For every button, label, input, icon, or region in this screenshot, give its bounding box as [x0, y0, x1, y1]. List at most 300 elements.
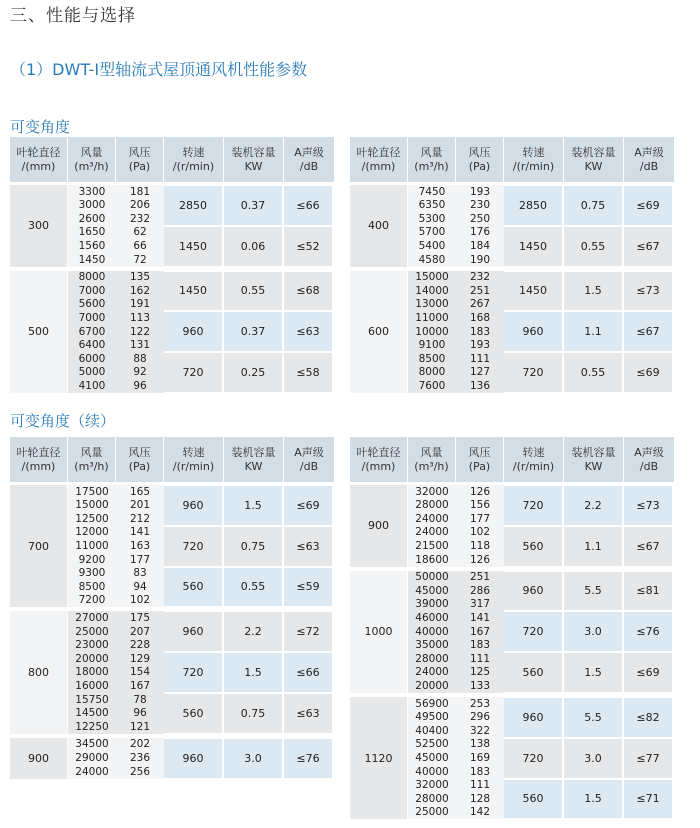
airflow-value: 12000 — [75, 526, 109, 539]
pressure-value: 206 — [129, 199, 151, 212]
airflow-value: 15000 — [415, 271, 449, 284]
header-diameter — [10, 437, 68, 482]
power-cell: 0.55 — [224, 568, 282, 607]
airflow-value: 9100 — [418, 339, 446, 352]
header-pressure-line: 风压 — [128, 445, 151, 459]
header-noise — [284, 137, 334, 182]
header-power-line: KW — [584, 159, 603, 173]
airflow-value: 5000 — [78, 366, 106, 379]
pressure-value: 126 — [469, 553, 491, 566]
noise-cell: ≤68 — [284, 272, 332, 311]
table-body — [10, 485, 334, 783]
pressure-value: 167 — [469, 625, 491, 638]
airflow-value: 39000 — [415, 598, 449, 611]
header-airflow-line: (m³/h) — [414, 459, 449, 473]
header-power-line: KW — [244, 459, 263, 473]
noise-cell: ≤63 — [284, 527, 332, 566]
header-power-line: KW — [584, 459, 603, 473]
header-power — [564, 437, 624, 482]
pressure-value: 72 — [133, 253, 147, 266]
pressure-value: 102 — [129, 594, 151, 607]
pressure-value: 125 — [469, 666, 491, 679]
airflow-value: 7200 — [78, 594, 106, 607]
noise-cell: ≤59 — [284, 568, 332, 607]
performance-table-4 — [350, 437, 674, 823]
noise-cell: ≤69 — [624, 353, 672, 392]
pressure-value: 296 — [469, 711, 491, 724]
noise-cell: ≤58 — [284, 353, 332, 392]
airflow-value: 20000 — [75, 652, 109, 665]
speed-cell: 720 — [504, 612, 562, 651]
header-power — [224, 437, 284, 482]
header-pressure — [116, 437, 164, 482]
airflow-value: 25000 — [75, 625, 109, 638]
power-cell: 1.5 — [564, 272, 622, 311]
header-diameter-line: /(mm) — [361, 459, 396, 473]
airflow-value: 20000 — [415, 679, 449, 692]
header-speed-line: 转速 — [182, 445, 205, 459]
pressure-value: 133 — [469, 679, 491, 692]
airflow-value: 7600 — [418, 379, 446, 392]
noise-cell: ≤63 — [284, 312, 332, 351]
pressure-value: 83 — [133, 567, 147, 580]
power-cell: 3.0 — [564, 612, 622, 651]
airflow-value: 14000 — [415, 284, 449, 297]
power-cell: 5.5 — [564, 572, 622, 611]
airflow-value: 24000 — [415, 512, 449, 525]
noise-cell: ≤73 — [624, 272, 672, 311]
pressure-value: 66 — [133, 239, 147, 252]
header-pressure-line: 风压 — [468, 145, 491, 159]
speed-cell: 560 — [164, 694, 222, 733]
airflow-value: 16000 — [75, 679, 109, 692]
pressure-value: 253 — [469, 697, 491, 710]
noise-cell: ≤67 — [624, 227, 672, 266]
header-airflow-line: 风量 — [420, 445, 443, 459]
pressure-value: 128 — [469, 792, 491, 805]
pressure-value: 154 — [129, 666, 151, 679]
pressure-value: 113 — [129, 311, 151, 324]
pressure-value: 317 — [469, 598, 491, 611]
speed-cell: 960 — [164, 486, 222, 525]
speed-cell: 960 — [164, 612, 222, 651]
diameter-cell: 900 — [10, 738, 67, 779]
airflow-value: 8000 — [78, 271, 106, 284]
airflow-value: 24000 — [415, 526, 449, 539]
airflow-value: 4100 — [78, 379, 106, 392]
pressure-value: 228 — [129, 639, 151, 652]
pressure-value: 183 — [469, 325, 491, 338]
airflow-value: 8000 — [418, 366, 446, 379]
airflow-value: 28000 — [415, 652, 449, 665]
diameter-cell: 500 — [10, 271, 67, 393]
header-noise-line: A声级 — [634, 145, 664, 159]
speed-cell: 960 — [504, 572, 562, 611]
power-cell: 1.5 — [564, 780, 622, 819]
table-header — [10, 437, 334, 482]
header-speed — [504, 137, 564, 182]
speed-cell: 560 — [164, 568, 222, 607]
noise-cell: ≤52 — [284, 227, 332, 266]
noise-cell: ≤69 — [624, 186, 672, 225]
header-noise-line: /dB — [639, 159, 659, 173]
pressure-value: 181 — [129, 185, 151, 198]
pressure-value: 236 — [129, 751, 151, 764]
airflow-value: 3000 — [78, 199, 106, 212]
pressure-value: 141 — [129, 526, 151, 539]
airflow-value: 23000 — [75, 639, 109, 652]
airflow-value: 7000 — [78, 311, 106, 324]
airflow-value: 1650 — [78, 226, 106, 239]
header-speed — [164, 437, 224, 482]
noise-cell: ≤69 — [624, 653, 672, 692]
pressure-value: 111 — [469, 352, 491, 365]
pressure-value: 165 — [129, 485, 151, 498]
noise-cell: ≤76 — [284, 739, 332, 778]
power-cell: 1.5 — [564, 653, 622, 692]
header-speed-line: /(r/min) — [512, 459, 555, 473]
speed-cell: 960 — [164, 739, 222, 778]
power-cell: 2.2 — [564, 486, 622, 525]
header-pressure-line: (Pa) — [128, 159, 151, 173]
airflow-value: 40000 — [415, 625, 449, 638]
airflow-value: 2600 — [78, 212, 106, 225]
noise-cell: ≤63 — [284, 694, 332, 733]
pressure-value: 175 — [129, 611, 151, 624]
header-pressure — [456, 137, 504, 182]
noise-cell: ≤67 — [624, 312, 672, 351]
header-power-line: KW — [244, 159, 263, 173]
header-pressure — [116, 137, 164, 182]
airflow-value: 34500 — [75, 738, 109, 751]
speed-cell: 1450 — [504, 272, 562, 311]
table-header — [350, 437, 674, 482]
power-cell: 0.75 — [224, 694, 282, 733]
power-cell: 1.5 — [224, 653, 282, 692]
power-cell: 5.5 — [564, 698, 622, 737]
header-airflow — [408, 437, 456, 482]
airflow-value: 5300 — [418, 212, 446, 225]
header-pressure-line: 风压 — [468, 445, 491, 459]
airflow-value: 6350 — [418, 199, 446, 212]
speed-cell: 720 — [504, 486, 562, 525]
airflow-value: 50000 — [415, 571, 449, 584]
pressure-value: 141 — [469, 611, 491, 624]
speed-cell: 560 — [504, 653, 562, 692]
pressure-value: 96 — [133, 707, 147, 720]
airflow-value: 6400 — [78, 339, 106, 352]
pressure-value: 201 — [129, 499, 151, 512]
airflow-value: 12250 — [75, 720, 109, 733]
header-diameter-line: /(mm) — [361, 159, 396, 173]
table-body — [350, 485, 674, 823]
airflow-value: 5600 — [78, 298, 106, 311]
pressure-value: 102 — [469, 526, 491, 539]
airflow-value: 12500 — [75, 512, 109, 525]
header-speed-line: 转速 — [182, 145, 205, 159]
diameter-cell: 600 — [350, 271, 407, 393]
header-airflow — [408, 137, 456, 182]
power-cell: 0.75 — [224, 527, 282, 566]
pressure-value: 286 — [469, 584, 491, 597]
header-speed-line: /(r/min) — [512, 159, 555, 173]
pressure-value: 230 — [469, 199, 491, 212]
header-diameter — [10, 137, 68, 182]
header-power-line: 装机容量 — [571, 145, 616, 159]
airflow-value: 18600 — [415, 553, 449, 566]
pressure-value: 250 — [469, 212, 491, 225]
header-diameter — [350, 437, 408, 482]
airflow-value: 11000 — [75, 539, 109, 552]
airflow-value: 46000 — [415, 611, 449, 624]
speed-cell: 960 — [504, 312, 562, 351]
pressure-value: 251 — [469, 284, 491, 297]
header-noise-line: /dB — [639, 459, 659, 473]
diameter-cell: 1000 — [350, 571, 407, 693]
header-speed-line: /(r/min) — [172, 459, 215, 473]
diameter-cell: 400 — [350, 185, 407, 267]
table-body — [10, 185, 334, 397]
performance-table-3 — [10, 437, 334, 783]
power-cell: 0.75 — [564, 186, 622, 225]
tables-title-1: 可变角度 — [10, 118, 71, 136]
noise-cell: ≤82 — [624, 698, 672, 737]
pressure-value: 190 — [469, 253, 491, 266]
header-noise-line: A声级 — [634, 445, 664, 459]
airflow-value: 21500 — [415, 539, 449, 552]
noise-cell: ≤76 — [624, 612, 672, 651]
pressure-value: 129 — [129, 652, 151, 665]
pressure-value: 163 — [129, 539, 151, 552]
header-diameter-line: 叶轮直径 — [16, 145, 61, 159]
pressure-value: 177 — [469, 512, 491, 525]
pressure-value: 122 — [129, 325, 151, 338]
performance-table-1 — [10, 137, 334, 397]
pressure-value: 127 — [469, 366, 491, 379]
airflow-value: 10000 — [415, 325, 449, 338]
header-pressure-line: (Pa) — [128, 459, 151, 473]
power-cell: 3.0 — [564, 739, 622, 778]
airflow-value: 40400 — [415, 724, 449, 737]
pressure-value: 111 — [469, 652, 491, 665]
speed-cell: 1450 — [504, 227, 562, 266]
pressure-value: 111 — [469, 779, 491, 792]
pressure-value: 168 — [469, 311, 491, 324]
power-cell: 1.1 — [564, 527, 622, 566]
speed-cell: 1450 — [164, 227, 222, 266]
header-diameter-line: 叶轮直径 — [356, 445, 401, 459]
noise-cell: ≤71 — [624, 780, 672, 819]
airflow-value: 8500 — [418, 352, 446, 365]
pressure-value: 169 — [469, 751, 491, 764]
pressure-value: 232 — [469, 271, 491, 284]
header-power-line: 装机容量 — [231, 145, 276, 159]
noise-cell: ≤66 — [284, 186, 332, 225]
pressure-value: 96 — [133, 379, 147, 392]
pressure-value: 126 — [469, 485, 491, 498]
header-airflow — [68, 437, 116, 482]
airflow-value: 52500 — [415, 738, 449, 751]
airflow-value: 1450 — [78, 253, 106, 266]
pressure-value: 142 — [469, 806, 491, 819]
pressure-value: 193 — [469, 339, 491, 352]
header-speed-line: 转速 — [522, 145, 545, 159]
power-cell: 3.0 — [224, 739, 282, 778]
pressure-value: 88 — [133, 352, 147, 365]
pressure-value: 135 — [129, 271, 151, 284]
airflow-value: 32000 — [415, 779, 449, 792]
pressure-value: 121 — [129, 720, 151, 733]
speed-cell: 960 — [164, 312, 222, 351]
table-header — [350, 137, 674, 182]
airflow-value: 14500 — [75, 707, 109, 720]
pressure-value: 62 — [133, 226, 147, 239]
airflow-value: 6000 — [78, 352, 106, 365]
pressure-value: 136 — [469, 379, 491, 392]
airflow-value: 1560 — [78, 239, 106, 252]
diameter-cell: 300 — [10, 185, 67, 267]
pressure-value: 207 — [129, 625, 151, 638]
airflow-value: 3300 — [78, 185, 106, 198]
pressure-value: 251 — [469, 571, 491, 584]
airflow-value: 45000 — [415, 751, 449, 764]
header-noise — [284, 437, 334, 482]
pressure-value: 94 — [133, 580, 147, 593]
noise-cell: ≤81 — [624, 572, 672, 611]
airflow-value: 49500 — [415, 711, 449, 724]
airflow-value: 45000 — [415, 584, 449, 597]
airflow-value: 5400 — [418, 239, 446, 252]
header-noise-line: A声级 — [294, 145, 324, 159]
header-diameter-line: 叶轮直径 — [356, 145, 401, 159]
header-airflow-line: (m³/h) — [414, 159, 449, 173]
pressure-value: 183 — [469, 639, 491, 652]
airflow-value: 9200 — [78, 553, 106, 566]
pressure-value: 131 — [129, 339, 151, 352]
subtitle: （1）DWT-I型轴流式屋顶通风机性能参数 — [10, 60, 308, 79]
airflow-value: 7450 — [418, 185, 446, 198]
header-noise — [624, 137, 674, 182]
header-pressure-line: (Pa) — [468, 159, 491, 173]
diameter-cell: 700 — [10, 485, 67, 607]
speed-cell: 720 — [164, 527, 222, 566]
tables-title-2: 可变角度（续） — [10, 412, 116, 430]
header-noise — [624, 437, 674, 482]
pressure-value: 212 — [129, 512, 151, 525]
airflow-value: 4580 — [418, 253, 446, 266]
noise-cell: ≤72 — [284, 612, 332, 651]
power-cell: 0.37 — [224, 186, 282, 225]
header-diameter-line: 叶轮直径 — [16, 445, 61, 459]
header-airflow-line: 风量 — [80, 445, 103, 459]
airflow-value: 35000 — [415, 639, 449, 652]
header-speed — [504, 437, 564, 482]
pressure-value: 156 — [469, 499, 491, 512]
header-noise-line: /dB — [299, 459, 319, 473]
airflow-value: 25000 — [415, 806, 449, 819]
pressure-value: 176 — [469, 226, 491, 239]
noise-cell: ≤67 — [624, 527, 672, 566]
pressure-value: 92 — [133, 366, 147, 379]
power-cell: 0.55 — [224, 272, 282, 311]
power-cell: 2.2 — [224, 612, 282, 651]
pressure-value: 118 — [469, 539, 491, 552]
header-pressure-line: 风压 — [128, 145, 151, 159]
airflow-value: 29000 — [75, 751, 109, 764]
speed-cell: 960 — [504, 698, 562, 737]
header-power-line: 装机容量 — [571, 445, 616, 459]
airflow-value: 28000 — [415, 499, 449, 512]
pressure-value: 193 — [469, 185, 491, 198]
header-diameter-line: /(mm) — [21, 459, 56, 473]
speed-cell: 1450 — [164, 272, 222, 311]
airflow-value: 5700 — [418, 226, 446, 239]
airflow-value: 6700 — [78, 325, 106, 338]
pressure-value: 202 — [129, 738, 151, 751]
airflow-value: 24000 — [415, 666, 449, 679]
header-airflow-line: 风量 — [80, 145, 103, 159]
noise-cell: ≤73 — [624, 486, 672, 525]
speed-cell: 560 — [504, 527, 562, 566]
header-speed-line: 转速 — [522, 445, 545, 459]
airflow-value: 32000 — [415, 485, 449, 498]
pressure-value: 184 — [469, 239, 491, 252]
speed-cell: 2850 — [504, 186, 562, 225]
header-airflow-line: (m³/h) — [74, 459, 109, 473]
noise-cell: ≤77 — [624, 739, 672, 778]
pressure-value: 162 — [129, 284, 151, 297]
pressure-value: 177 — [129, 553, 151, 566]
power-cell: 0.25 — [224, 353, 282, 392]
header-noise-line: /dB — [299, 159, 319, 173]
table-body — [350, 185, 674, 397]
diameter-cell: 1120 — [350, 697, 407, 819]
pressure-value: 138 — [469, 738, 491, 751]
speed-cell: 720 — [164, 653, 222, 692]
airflow-value: 11000 — [415, 311, 449, 324]
header-noise-line: A声级 — [294, 445, 324, 459]
noise-cell: ≤66 — [284, 653, 332, 692]
header-airflow-line: 风量 — [420, 145, 443, 159]
header-speed — [164, 137, 224, 182]
diameter-cell: 900 — [350, 485, 407, 567]
power-cell: 0.55 — [564, 353, 622, 392]
pressure-value: 232 — [129, 212, 151, 225]
header-speed-line: /(r/min) — [172, 159, 215, 173]
airflow-value: 24000 — [75, 765, 109, 778]
power-cell: 0.06 — [224, 227, 282, 266]
airflow-value: 7000 — [78, 284, 106, 297]
speed-cell: 560 — [504, 780, 562, 819]
airflow-value: 17500 — [75, 485, 109, 498]
header-pressure-line: (Pa) — [468, 459, 491, 473]
airflow-value: 13000 — [415, 298, 449, 311]
header-power — [564, 137, 624, 182]
airflow-value: 18000 — [75, 666, 109, 679]
pressure-value: 167 — [129, 679, 151, 692]
performance-table-2 — [350, 137, 674, 397]
power-cell: 0.37 — [224, 312, 282, 351]
speed-cell: 2850 — [164, 186, 222, 225]
pressure-value: 78 — [133, 693, 147, 706]
diameter-cell: 800 — [10, 611, 67, 733]
airflow-value: 15000 — [75, 499, 109, 512]
power-cell: 1.5 — [224, 486, 282, 525]
table-header — [10, 137, 334, 182]
speed-cell: 720 — [504, 739, 562, 778]
pressure-value: 322 — [469, 724, 491, 737]
speed-cell: 720 — [504, 353, 562, 392]
